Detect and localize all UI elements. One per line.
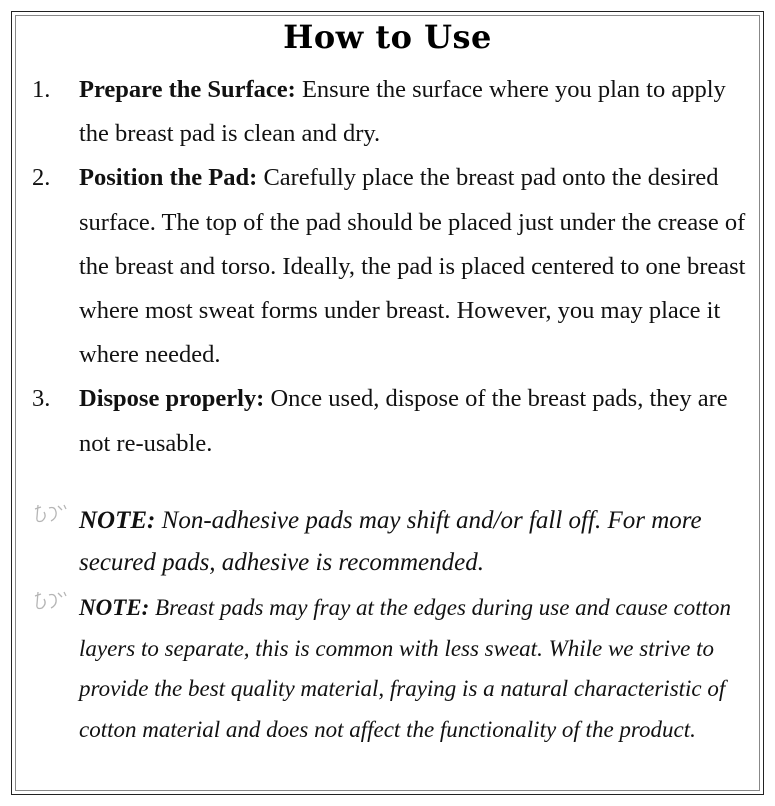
note-text: Non-adhesive pads may shift and/or fall off. For more secured pads, adhesive is recommended. — [79, 507, 702, 576]
page-title: How to Use — [283, 18, 492, 56]
step-text: Ensure the surface where you plan to apply the breast pad is clean and dry. — [79, 76, 726, 148]
step-body — [79, 377, 747, 465]
step-text: Carefully place the breast pad onto the desired surface. The top of the pad should be placed just under the crease of the breast and torso. Ideally, the pad is placed centered to one breast where most sweat forms under breast. However, you may place it where needed. — [79, 164, 746, 369]
step-title: Dispose properly: — [79, 385, 265, 413]
note-label: NOTE: — [79, 595, 150, 620]
step-item — [32, 156, 747, 377]
note-block — [32, 588, 747, 750]
note-item — [32, 500, 747, 584]
note-block — [32, 500, 747, 584]
step-text: Once used, dispose of the breast pads, they are not re-usable. — [79, 385, 728, 457]
note-label: NOTE: — [79, 507, 156, 534]
step-title: Position the Pad: — [79, 164, 258, 192]
decorative-mark-icon — [32, 588, 79, 750]
step-body — [79, 156, 747, 377]
step-item — [32, 377, 747, 465]
step-body — [79, 68, 747, 156]
note-body — [79, 588, 747, 750]
note-item — [32, 588, 747, 750]
step-number: 2. — [32, 164, 51, 192]
steps-list — [32, 68, 747, 466]
step-number: 3. — [32, 385, 51, 413]
step-title: Prepare the Surface: — [79, 76, 296, 103]
step-number: 1. — [32, 76, 51, 103]
note-text: Breast pads may fray at the edges during use and cause cotton layers to separate, this is common with less sweat. While we strive to provide the best quality material, fraying is a natural characteristic of cotton material and does not affect the functionality of the product. — [79, 595, 732, 742]
note-body — [79, 500, 747, 584]
step-item — [32, 68, 747, 156]
decorative-mark-icon — [32, 500, 79, 584]
